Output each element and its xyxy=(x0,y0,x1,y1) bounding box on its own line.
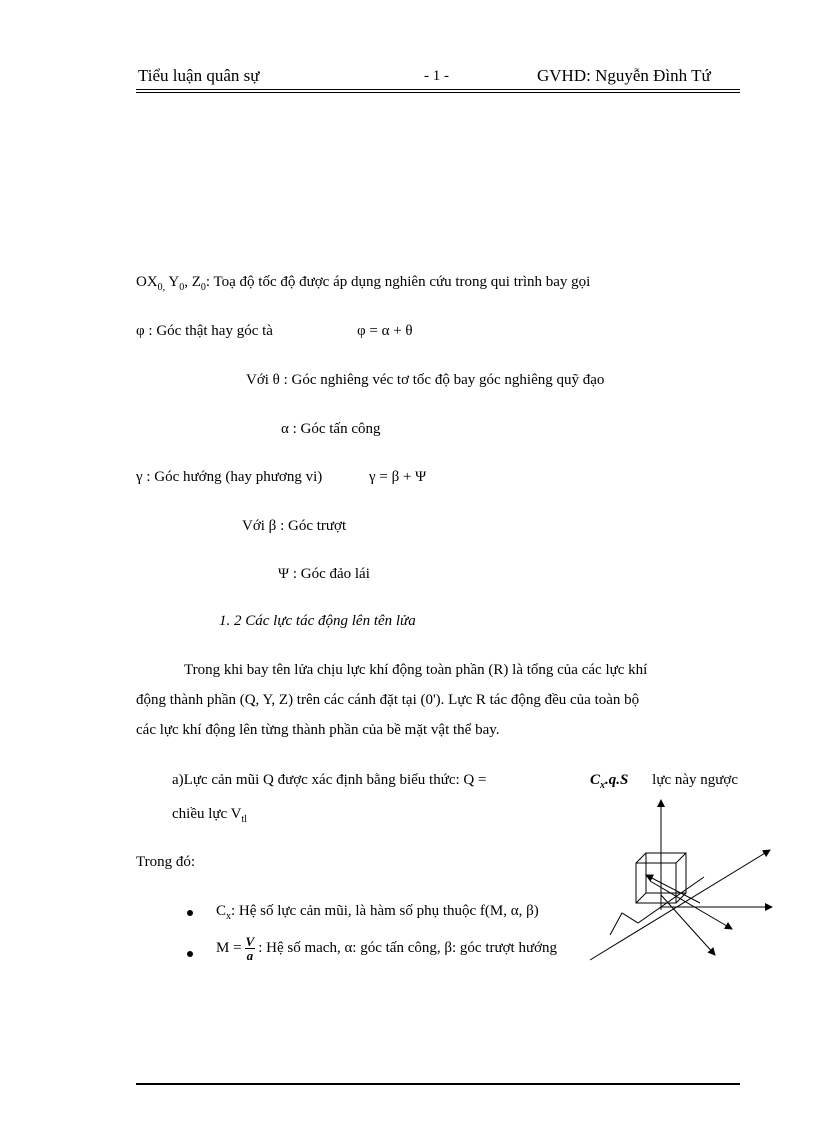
mach-fraction: $\frac{V}{a}$ xyxy=(245,934,255,963)
gamma-formula: γ = β + Ψ xyxy=(369,469,427,485)
header-right: GVHD: Nguyễn Đình Tứ xyxy=(537,66,711,85)
bullet-dot xyxy=(187,910,193,916)
bullet-dot xyxy=(187,951,193,957)
para2-line1: a)Lực cản mũi Q được xác định bằng biểu thức: Q = $C_x.q.S$ lực này ngược xyxy=(172,772,738,791)
force-diagram xyxy=(550,795,780,970)
para2-line2: chiều lực $V_{tl}$ xyxy=(172,806,248,825)
psi-line: Ψ : Góc đảo lái xyxy=(278,566,370,582)
theta-line: Với θ : Góc nghiêng véc tơ tốc độ bay góc nghiêng quỹ đạo xyxy=(246,372,605,388)
header-left: Tiểu luận quân sự xyxy=(138,66,260,85)
beta-line: Với β : Góc trượt xyxy=(242,518,347,534)
footer-rule xyxy=(136,1083,740,1085)
para1-line2: động thành phần (Q, Y, Z) trên các cánh đặt tại (0'). Lực R tác động đều của toàn bộ xyxy=(136,692,640,708)
page-number: - 1 - xyxy=(424,68,449,84)
vector-down xyxy=(661,895,715,955)
phi-line: φ : Góc thật hay góc tà xyxy=(136,323,273,339)
rocket-body xyxy=(610,877,704,935)
section-heading: 1. 2 Các lực tác động lên tên lửa xyxy=(219,613,416,629)
header-rule xyxy=(136,89,740,90)
bullet2-text: M = $\frac{V}{a}$ : Hệ số mach, α: góc tấn công, β: góc trượt hướng xyxy=(216,934,558,963)
para1-line3: các lực khí động lên từng thành phần của bề mặt vật thể bay. xyxy=(136,722,500,738)
phi-formula: φ = α + θ xyxy=(357,323,413,339)
vector-drag xyxy=(650,881,732,929)
coord-line: $OX_{0,}$ $Y_0$, $Z_0$: Toạ độ tốc độ được áp dụng nghiên cứu trong qui trình bay gọi xyxy=(136,274,591,293)
alpha-line: α : Góc tấn công xyxy=(281,421,381,437)
bullet1-text: $C_x$: Hệ số lực cản mũi, là hàm số phụ thuộc f(M, α, β) xyxy=(216,903,539,922)
para1-line1: Trong khi bay tên lửa chịu lực khí động toàn phần (R) là tổng của các lực khí xyxy=(184,662,648,678)
gamma-line: γ : Góc hướng (hay phương vi) xyxy=(136,469,323,485)
vector-velocity xyxy=(590,850,770,960)
header-rule-2 xyxy=(136,92,740,93)
trong-do-label: Trong đó: xyxy=(136,854,196,870)
